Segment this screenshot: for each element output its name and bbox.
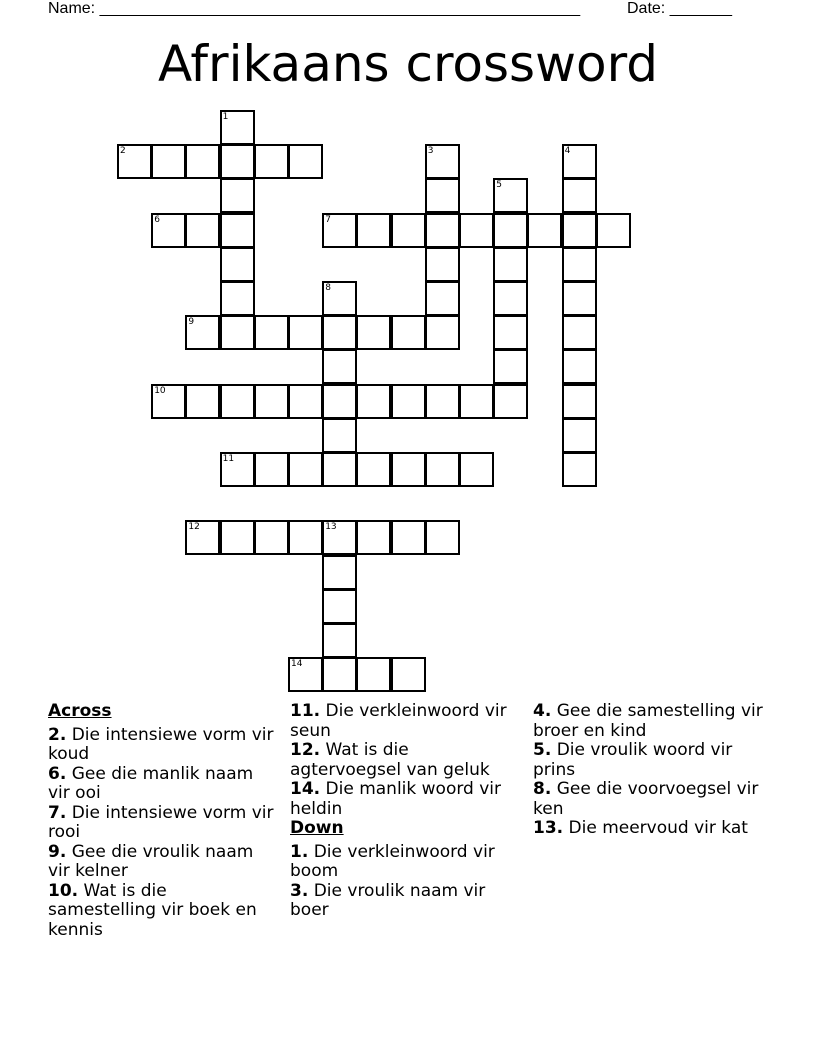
grid-cell[interactable] xyxy=(562,213,597,248)
grid-cell[interactable] xyxy=(254,452,289,487)
grid-cell[interactable] xyxy=(288,384,323,419)
grid-cell[interactable] xyxy=(322,418,357,453)
grid-cell[interactable] xyxy=(596,213,631,248)
grid-cell[interactable] xyxy=(322,623,357,658)
grid-cell[interactable] xyxy=(425,247,460,282)
clue-item xyxy=(290,843,520,882)
grid-cell[interactable] xyxy=(459,213,494,248)
down-clue-list xyxy=(290,843,520,921)
clue-item xyxy=(533,819,763,839)
grid-cell[interactable] xyxy=(322,315,357,350)
grid-cell[interactable] xyxy=(391,520,426,555)
clue-text: Wat is die agtervoegsel van geluk xyxy=(290,740,490,780)
grid-cell[interactable] xyxy=(391,657,426,692)
grid-cell[interactable] xyxy=(117,144,152,179)
grid-cell[interactable] xyxy=(254,144,289,179)
clue-text: Gee die samestelling vir broer en kind xyxy=(533,701,763,741)
grid-cell[interactable] xyxy=(356,384,391,419)
clue-text: Die vroulik naam vir boer xyxy=(290,880,486,920)
grid-cell[interactable] xyxy=(391,315,426,350)
down-heading: Down xyxy=(290,818,344,838)
grid-cell[interactable] xyxy=(322,384,357,419)
cell-number: 4 xyxy=(564,146,571,157)
clue-item xyxy=(48,726,278,765)
grid-cell[interactable] xyxy=(288,520,323,555)
cell-number: 13 xyxy=(325,522,337,533)
clue-text: Gee die voorvoegsel vir ken xyxy=(533,779,759,819)
grid-cell[interactable] xyxy=(425,520,460,555)
grid-cell[interactable] xyxy=(185,213,220,248)
clue-text: Die vroulik woord vir prins xyxy=(533,740,733,780)
clue-item xyxy=(290,780,520,819)
grid-cell[interactable] xyxy=(425,213,460,248)
grid-cell[interactable] xyxy=(562,315,597,350)
grid-cell[interactable] xyxy=(254,315,289,350)
grid-cell[interactable] xyxy=(356,213,391,248)
grid-cell[interactable] xyxy=(356,452,391,487)
clue-number: 4. xyxy=(533,701,552,721)
grid-cell[interactable] xyxy=(527,213,562,248)
clue-number: 7. xyxy=(48,802,67,823)
grid-cell[interactable] xyxy=(322,589,357,624)
grid-cell[interactable] xyxy=(562,178,597,213)
clue-item xyxy=(48,804,278,843)
cell-number: 9 xyxy=(188,317,195,328)
cell-number: 2 xyxy=(120,146,126,157)
grid-cell[interactable] xyxy=(425,384,460,419)
grid-cell[interactable] xyxy=(425,452,460,487)
grid-cell[interactable] xyxy=(220,144,255,179)
clue-column-1 xyxy=(48,702,278,940)
grid-cell[interactable] xyxy=(322,520,357,555)
grid-cell[interactable] xyxy=(562,452,597,487)
grid-cell[interactable] xyxy=(562,281,597,316)
cell-number: 10 xyxy=(154,385,166,396)
grid-cell[interactable] xyxy=(220,452,255,487)
grid-cell[interactable] xyxy=(185,315,220,350)
grid-cell[interactable] xyxy=(391,384,426,419)
date-field-line[interactable]: Date: _______ xyxy=(627,0,732,17)
grid-cell[interactable] xyxy=(322,657,357,692)
clue-text: Wat is die samestelling vir boek en kennis xyxy=(48,880,257,940)
clue-text: Die intensiewe vorm vir rooi xyxy=(48,802,274,842)
grid-cell[interactable] xyxy=(562,418,597,453)
clue-text: Gee die vroulik naam vir kelner xyxy=(48,841,254,881)
grid-cell[interactable] xyxy=(562,144,597,179)
clue-number: 6. xyxy=(48,763,67,784)
clue-number: 12. xyxy=(290,740,321,760)
clue-item xyxy=(533,702,763,741)
grid-cell[interactable] xyxy=(493,178,528,213)
grid-cell[interactable] xyxy=(493,213,528,248)
cell-number: 5 xyxy=(496,180,502,191)
cell-number: 14 xyxy=(291,659,303,670)
clue-column-3 xyxy=(533,702,763,839)
grid-cell[interactable] xyxy=(220,281,255,316)
clue-text: Gee die manlik naam vir ooi xyxy=(48,763,254,803)
cell-number: 8 xyxy=(325,283,331,293)
clue-text: Die verkleinwoord vir boom xyxy=(290,841,495,881)
grid-cell[interactable] xyxy=(322,281,357,316)
grid-cell[interactable] xyxy=(220,213,255,248)
grid-cell[interactable] xyxy=(391,452,426,487)
grid-cell[interactable] xyxy=(356,315,391,350)
grid-cell[interactable] xyxy=(254,384,289,419)
clue-column-2 xyxy=(290,702,520,921)
clue-number: 13. xyxy=(533,818,564,838)
grid-cell[interactable] xyxy=(493,281,528,316)
name-field-line[interactable]: Name: ______________________________________________________ xyxy=(48,0,581,17)
grid-cell[interactable] xyxy=(425,315,460,350)
grid-cell[interactable] xyxy=(254,520,289,555)
clue-item xyxy=(48,765,278,804)
cell-number: 1 xyxy=(222,112,229,122)
grid-cell[interactable] xyxy=(562,349,597,384)
grid-cell[interactable] xyxy=(151,144,186,179)
clue-number: 14. xyxy=(290,779,321,799)
grid-cell[interactable] xyxy=(322,452,357,487)
clue-number: 1. xyxy=(290,841,309,862)
grid-cell[interactable] xyxy=(459,452,494,487)
clue-text: Die meervoud vir kat xyxy=(568,818,748,838)
grid-cell[interactable] xyxy=(288,144,323,179)
grid-cell[interactable] xyxy=(220,384,255,419)
grid-cell[interactable] xyxy=(391,213,426,248)
clue-item xyxy=(48,882,278,941)
clue-item xyxy=(290,882,520,921)
grid-cell[interactable] xyxy=(288,657,323,692)
grid-cell[interactable] xyxy=(185,384,220,419)
cell-number: 6 xyxy=(154,214,160,225)
grid-cell[interactable] xyxy=(151,384,186,419)
grid-cell[interactable] xyxy=(459,384,494,419)
grid-cell[interactable] xyxy=(151,213,186,248)
clue-number: 2. xyxy=(48,724,67,745)
grid-cell[interactable] xyxy=(288,315,323,350)
grid-cell[interactable] xyxy=(493,384,528,419)
grid-cell[interactable] xyxy=(185,144,220,179)
clue-number: 5. xyxy=(533,740,552,760)
grid-cell[interactable] xyxy=(356,657,391,692)
cell-number: 12 xyxy=(188,522,200,533)
clue-number: 11. xyxy=(290,701,321,721)
clue-item xyxy=(290,702,520,741)
grid-cell[interactable] xyxy=(220,178,255,213)
grid-cell[interactable] xyxy=(493,349,528,384)
page-title: Afrikaans crossword xyxy=(158,35,658,93)
clue-number: 9. xyxy=(48,841,67,862)
clue-text: Die verkleinwoord vir seun xyxy=(290,701,507,741)
grid-cell[interactable] xyxy=(562,384,597,419)
clue-number: 8. xyxy=(533,779,552,799)
clue-item xyxy=(290,741,520,780)
grid-cell[interactable] xyxy=(220,520,255,555)
grid-cell[interactable] xyxy=(356,520,391,555)
clue-number: 10. xyxy=(48,880,79,901)
grid-cell[interactable] xyxy=(220,315,255,350)
grid-cell[interactable] xyxy=(562,247,597,282)
grid-cell[interactable] xyxy=(493,247,528,282)
cell-number: 3 xyxy=(427,146,434,157)
across-clue-list-continued xyxy=(290,702,520,819)
grid-cell[interactable] xyxy=(425,281,460,316)
clue-number: 3. xyxy=(290,880,309,901)
grid-cell[interactable] xyxy=(322,213,357,248)
across-clue-list xyxy=(48,726,278,941)
grid-cell[interactable] xyxy=(220,247,255,282)
across-heading: Across xyxy=(48,701,112,721)
grid-cell[interactable] xyxy=(288,452,323,487)
grid-cell[interactable] xyxy=(493,315,528,350)
clue-item xyxy=(48,843,278,882)
grid-cell[interactable] xyxy=(425,144,460,179)
grid-cell[interactable] xyxy=(322,555,357,590)
down-clue-list-continued xyxy=(533,702,763,839)
grid-cell[interactable] xyxy=(425,178,460,213)
grid-cell[interactable] xyxy=(185,520,220,555)
clue-text: Die manlik woord vir heldin xyxy=(290,779,502,819)
cell-number: 11 xyxy=(222,454,235,464)
clue-item xyxy=(533,741,763,780)
cell-number: 7 xyxy=(325,214,331,225)
grid-cell[interactable] xyxy=(322,349,357,384)
clue-item xyxy=(533,780,763,819)
clue-text: Die intensiewe vorm vir koud xyxy=(48,724,274,764)
grid-cell[interactable] xyxy=(220,110,255,145)
